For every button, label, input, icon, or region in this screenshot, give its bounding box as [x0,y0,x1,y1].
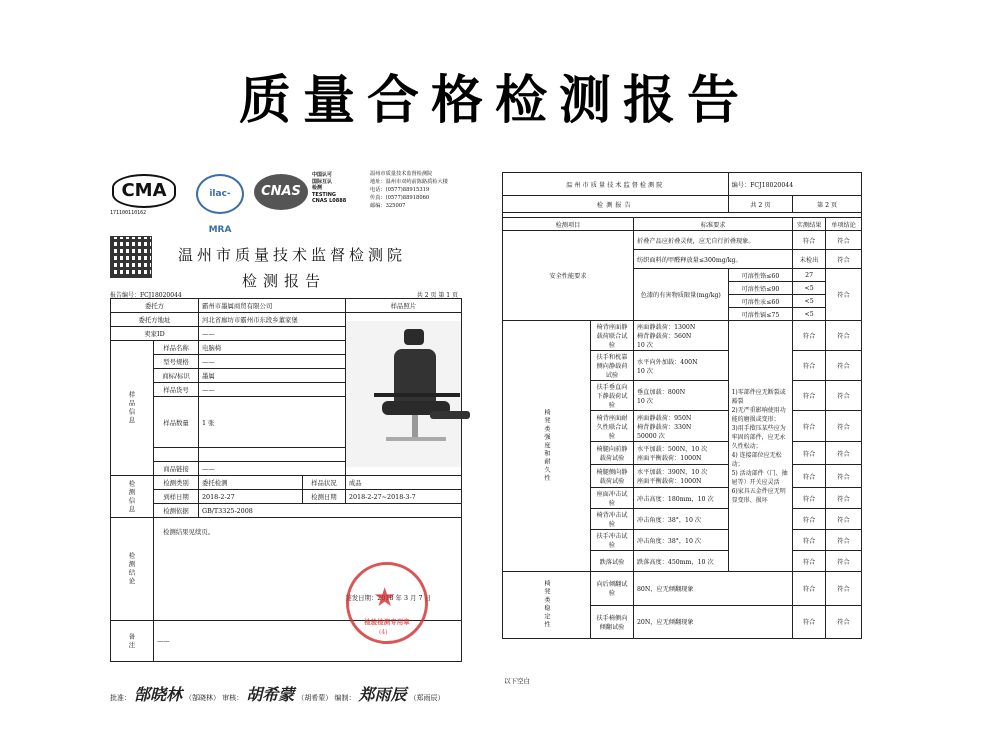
sample-info-table: 委托方 霸州市墨属商贸有限公司 样品照片 委托方地址 河北省廊坊市霸州市东段乡董家堡 卖家ID —— 样品信息 样品名称 电脑椅 型号规格 —— 商标/标识 墨属 样品货号 —— 样品数量 1 张 商品链接 —— 检测信息 检测类别 委托检测 样品状况 成品 到样日期 2018-2-27 检测日期 2018-2-27~2018-3-7 检测依据 GB/T3325-2008 检测结论 检测结果见续页。 签发日期：2018 年 3 月 7 日 备注 —— [110,298,462,662]
cnas-logo: CNAS [254,174,308,210]
blank-below-note: 以下空白 [504,677,530,685]
report-page-2 [502,172,862,684]
star-icon: ★ [373,583,397,613]
chair-photo [346,321,461,467]
test-results-table: 温州市质量技术监督检测院 编号：FCJ18020044 检测报告 共 2 页 第 2 页 检测项目 标准要求 实测结果 单项结论 安全性能要求 折叠产品应折叠灵便，应无自行折叠现象。 符合 符合 纺织面料的甲醛释放量≤300mg/kg。 未检出 符合 色漆的有害物质限量(mg/kg) 可溶性铬≤60 27 符合 可溶性铅≤90 <5 可溶性汞≤60 <5 可溶性镉≤75 <5 椅凳类强度和耐久性 椅背座面静载荷联合试验 座面静载荷：1300N 椅背静载荷：560N 10 次 1)零部件应无断裂或豁裂 2)无严重影响使用功能的磨损或变形； 3)用手揿压某些应为牢固的部件，应无永久性松动； 4) 连接部位应无松动； 5) 活动部件（门、抽屉等）开关应灵活 6)家具五金件应无明显变形、损坏 符合 符合 扶手和枕靠侧向静载荷试验 水平向外加载：400N 10 次 符合 符合 扶手垂直向下静载荷试验 垂直加载：800N 10 次 符合 符合 椅背座面耐久性联合试验 座面静载荷：950N 椅背静载荷：330N 50000 次 符合 符合 椅腿向前静载荷试验 水平加载：500N，10 次 座面平衡载荷：1000N 符合 符合 椅腿侧向静载荷试验 水平加载：390N，10 次 座面平衡载荷：1000N 符合 符合 座面冲击试验 冲击高度：180mm，10 次 符合 符合 椅背冲击试验 冲击角度：38°，10 次 符合 符合 扶手冲击试验 冲击角度：38°，10 次 符合 符合 跌落试验 跌落高度：450mm，10 次 符合 符合 椅凳类稳定性 向后倾翻试验 80N，应无倾翻现象 符合 符合 扶手椅侧向倾翻试验 20N，应无倾翻现象 符合 符合 [502,172,862,639]
ilac-mra-logo: ilac-MRA [196,174,244,214]
cnas-text: 中国认可 国际互认 检测 TESTING CNAS L0888 [312,172,347,204]
report-page-1 [108,170,466,718]
report-number-line: 报告编号：FCJ18020044 共 2 页 第 1 页 [110,292,458,299]
official-stamp: ★ 检验检测专用章 (4) [346,562,428,644]
institute-name: 温州市质量技术监督检测院 [178,246,407,264]
institute-address: 温州市质量技术监督检测院 地址：温州市双屿前陈路质检大楼 电话：(0577)88915319 传真：(0577)88918060 邮编：325007 [370,171,448,209]
signature-line: 批准： 郜晓林 （郜晓林） 审核： 胡希蒙 （胡希蒙） 编制： 郑雨辰 （郑雨辰） [110,685,445,704]
cma-number: 171100110162 [110,210,147,216]
report-title: 检测报告 [242,272,327,290]
qr-code-icon [110,236,152,278]
cma-logo: CMA [112,174,176,208]
page-headline: 质量合格检测报告 [238,71,751,131]
